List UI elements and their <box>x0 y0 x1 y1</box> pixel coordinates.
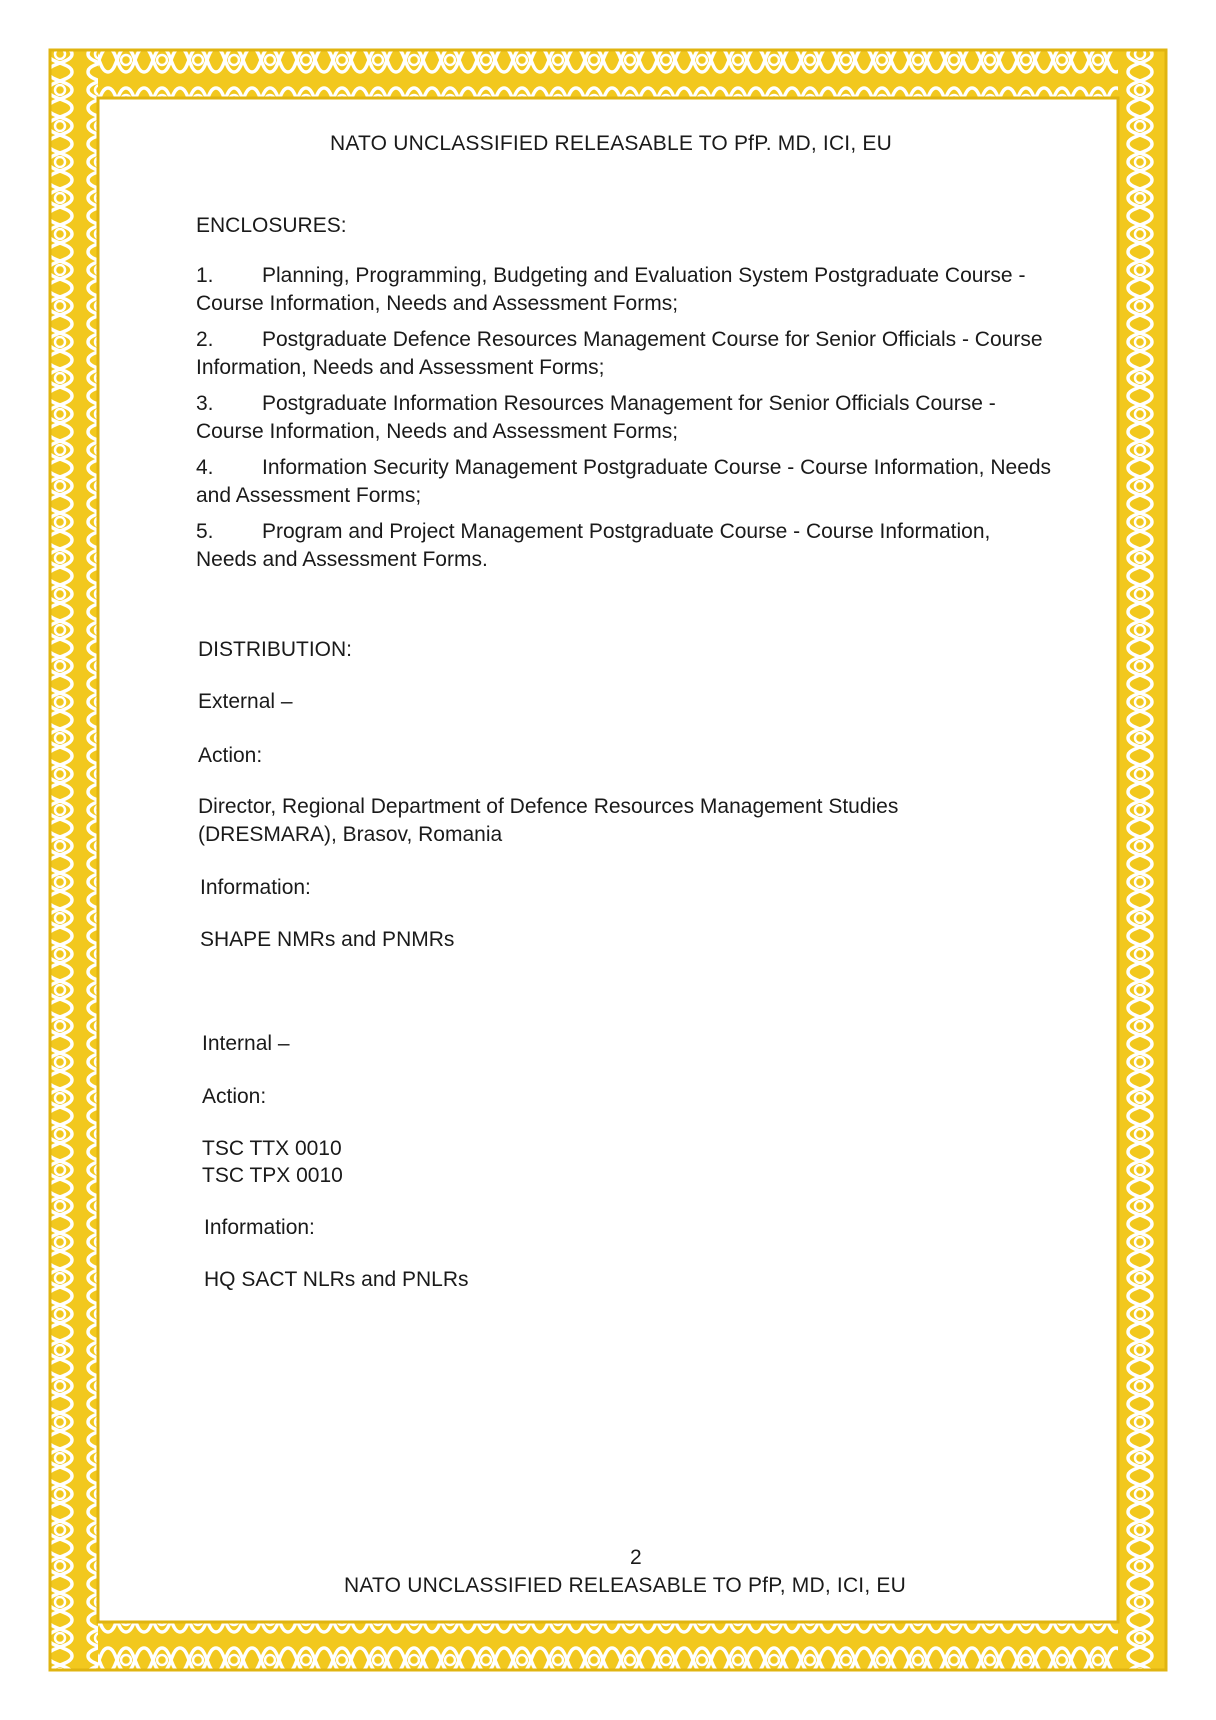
enclosure-item <box>196 326 1056 382</box>
page-number: 2 <box>630 1546 642 1569</box>
classification-footer: NATO UNCLASSIFIED RELEASABLE TO PfP, MD, ICI, EU <box>344 1574 906 1597</box>
external-label: External – <box>198 690 293 713</box>
enclosure-item <box>196 262 1056 318</box>
enclosure-item <box>196 454 1056 510</box>
internal-action-line: TSC TTX 0010 <box>202 1137 342 1160</box>
external-information-label: Information: <box>200 876 311 899</box>
enclosure-text: Postgraduate Information Resources Management for Senior Officials Course - Course Information, Needs and Assessment Forms; <box>196 392 996 443</box>
external-action-label: Action: <box>198 744 263 767</box>
external-action-line: Director, Regional Department of Defence Resources Management Studies <box>198 795 899 818</box>
enclosure-number: 5. <box>196 520 214 543</box>
internal-information-text: HQ SACT NLRs and PNLRs <box>204 1268 469 1291</box>
enclosure-number: 1. <box>196 264 214 287</box>
enclosure-number: 2. <box>196 328 214 351</box>
classification-header: NATO UNCLASSIFIED RELEASABLE TO PfP. MD, ICI, EU <box>330 132 892 155</box>
internal-label: Internal – <box>202 1032 290 1055</box>
enclosure-text: Information Security Management Postgraduate Course - Course Information, Needs and Assessment Forms; <box>196 456 1052 507</box>
enclosure-text: Planning, Programming, Budgeting and Evaluation System Postgraduate Course - Course Information, Needs and Assessment Forms; <box>196 264 1026 315</box>
enclosure-number: 4. <box>196 456 214 479</box>
distribution-heading: DISTRIBUTION: <box>198 638 353 661</box>
enclosure-text: Postgraduate Defence Resources Management Course for Senior Officials - Course Information, Needs and Assessment Forms; <box>196 328 1043 379</box>
enclosure-number: 3. <box>196 392 214 415</box>
enclosure-item <box>196 390 1056 446</box>
enclosure-text: Program and Project Management Postgraduate Course - Course Information, Needs and Assessment Forms. <box>196 520 991 571</box>
internal-action-line: TSC TPX 0010 <box>202 1164 343 1187</box>
internal-information-label: Information: <box>204 1216 315 1239</box>
enclosures-heading: ENCLOSURES: <box>196 214 347 237</box>
enclosure-item <box>196 518 1056 574</box>
internal-action-label: Action: <box>202 1085 267 1108</box>
external-action-line: (DRESMARA), Brasov, Romania <box>198 823 503 846</box>
external-information-text: SHAPE NMRs and PNMRs <box>200 928 455 951</box>
